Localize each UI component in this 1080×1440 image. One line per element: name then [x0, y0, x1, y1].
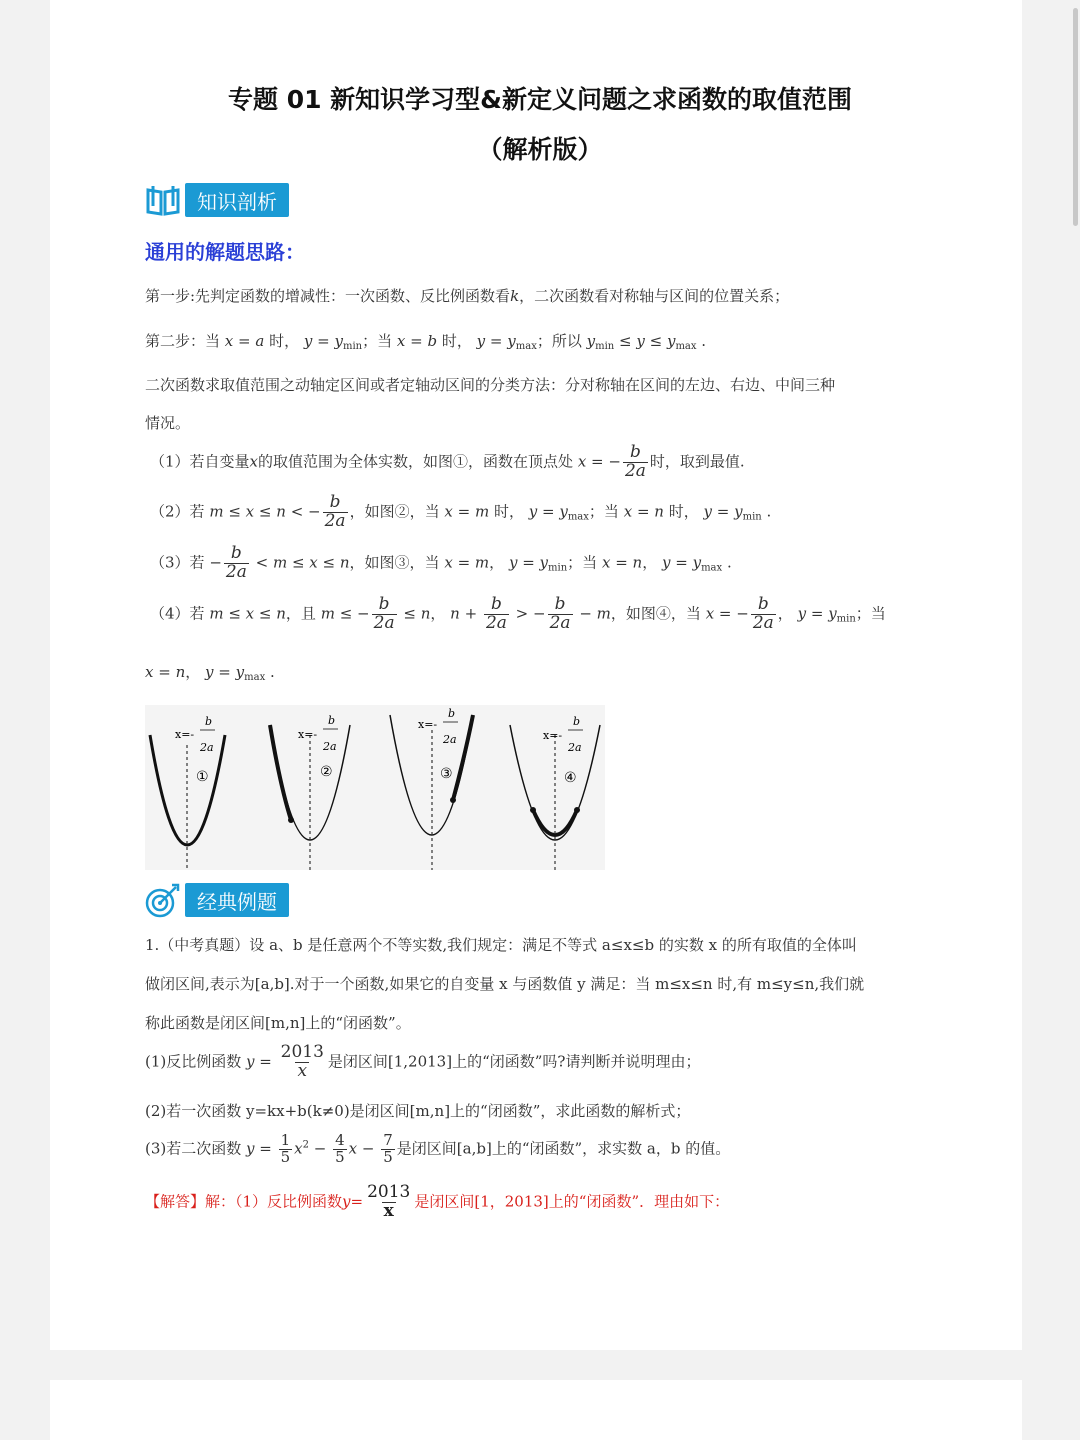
- svg-text:2a: 2a: [200, 741, 214, 754]
- section-label: 经典例题: [185, 883, 289, 917]
- case-two: （2）若 m ≤ x ≤ n < − $\frac{b}{2a}$ ，如图②，当 x = m 时， $y = y_{max}$；当 x = n 时， $y = y_{min}$ .: [150, 492, 772, 531]
- approach-heading: 通用的解题思路：: [145, 240, 305, 264]
- next-page: [50, 1380, 1022, 1440]
- example-intro-1: 1.（中考真题）设 a、b 是任意两个不等实数,我们规定：满足不等式 a≤x≤b 的实数 x 的所有取值的全体叫: [145, 936, 857, 954]
- case-four-cont: x = n， $y = y_{max}$ .: [145, 663, 275, 683]
- step-two: 第二步：当 x = a 时， $y = y_{min}$；当 x = b 时， $y = y_{max}$；所以 $y_{min} \le y \le y_{max}$ .: [145, 332, 707, 352]
- case-one: （1）若自变量x的取值范围为全体实数，如图①，函数在顶点处 x = − $\frac{b}{2a}$ 时，取到最值.: [150, 442, 745, 481]
- svg-text:④: ④: [564, 770, 577, 786]
- svg-text:x=-: x=-: [543, 729, 563, 742]
- svg-text:2a: 2a: [443, 733, 457, 746]
- parabola-figures: [145, 705, 605, 870]
- svg-text:x=-: x=-: [298, 728, 318, 741]
- svg-text:b: b: [205, 715, 213, 728]
- svg-text:b: b: [328, 714, 336, 727]
- page-title: 专题 01 新知识学习型&新定义问题之求函数的取值范围: [227, 85, 852, 114]
- svg-text:②: ②: [320, 764, 333, 780]
- step-one: 第一步:先判定函数的增减性：一次函数、反比例函数看k，二次函数看对称轴与区间的位置关系；: [145, 287, 790, 305]
- axis-label: x=-: [175, 728, 195, 741]
- book-icon: [145, 182, 181, 218]
- scrollbar[interactable]: [1073, 8, 1078, 226]
- section-label: 知识剖析: [185, 183, 289, 217]
- parabola-diagram: [145, 705, 605, 870]
- svg-text:③: ③: [440, 766, 453, 782]
- svg-text:x=-: x=-: [418, 718, 438, 731]
- question-1: (1)反比例函数 y = $\frac{2013}{x}$ 是闭区间[1,2013]上的“闭函数”吗?请判断并说明理由；: [145, 1042, 701, 1081]
- example-intro-3: 称此函数是闭区间[m,n]上的“闭函数”。: [145, 1014, 411, 1032]
- page-subtitle: （解析版）: [477, 135, 603, 164]
- svg-text:b: b: [448, 707, 456, 720]
- section-examples: [145, 881, 289, 919]
- target-icon: [145, 882, 181, 918]
- question-3: (3)若二次函数 y = $\frac{1}{5}$ $x^2$ − $\frac{4}{5}$ x − $\frac{7}{5}$ 是闭区间[a,b]上的“闭函数”，求实数 a，b 的值。: [145, 1131, 731, 1166]
- classification-paragraph-cont: 情况。: [145, 414, 191, 432]
- svg-text:b: b: [573, 715, 581, 728]
- svg-text:2a: 2a: [568, 741, 582, 754]
- figure-mark: ①: [196, 769, 209, 785]
- case-three: （3）若 − $\frac{b}{2a}$ < m ≤ x ≤ n，如图③，当 x = m， $y = y_{min}$；当 x = n， $y = y_{max}$ .: [150, 543, 732, 582]
- case-four: （4）若 m ≤ x ≤ n，且 m ≤ − $\frac{b}{2a}$ ≤ n， n + $\frac{b}{2a}$ > − $\frac{b}{2a}$ − m，如图④，当 x = − $\frac{b}{2a}$ ， $y = y_{min}$；当: [150, 594, 886, 633]
- svg-text:2a: 2a: [323, 740, 337, 753]
- classification-paragraph: 二次函数求取值范围之动轴定区间或者定轴动区间的分类方法：分对称轴在区间的左边、右边、中间三种: [145, 376, 836, 394]
- answer-line: 【解答】解：（1）反比例函数y= $\frac{2013}{x}$ 是闭区间[1，2013]上的“闭函数”．理由如下：: [145, 1182, 730, 1221]
- section-knowledge: [145, 181, 289, 219]
- question-2: (2)若一次函数 y=kx+b(k≠0)是闭区间[m,n]上的“闭函数”，求此函数的解析式；: [145, 1102, 691, 1120]
- example-intro-2: 做闭区间,表示为[a,b].对于一个函数,如果它的自变量 x 与函数值 y 满足：当 m≤x≤n 时,有 m≤y≤n,我们就: [145, 975, 865, 993]
